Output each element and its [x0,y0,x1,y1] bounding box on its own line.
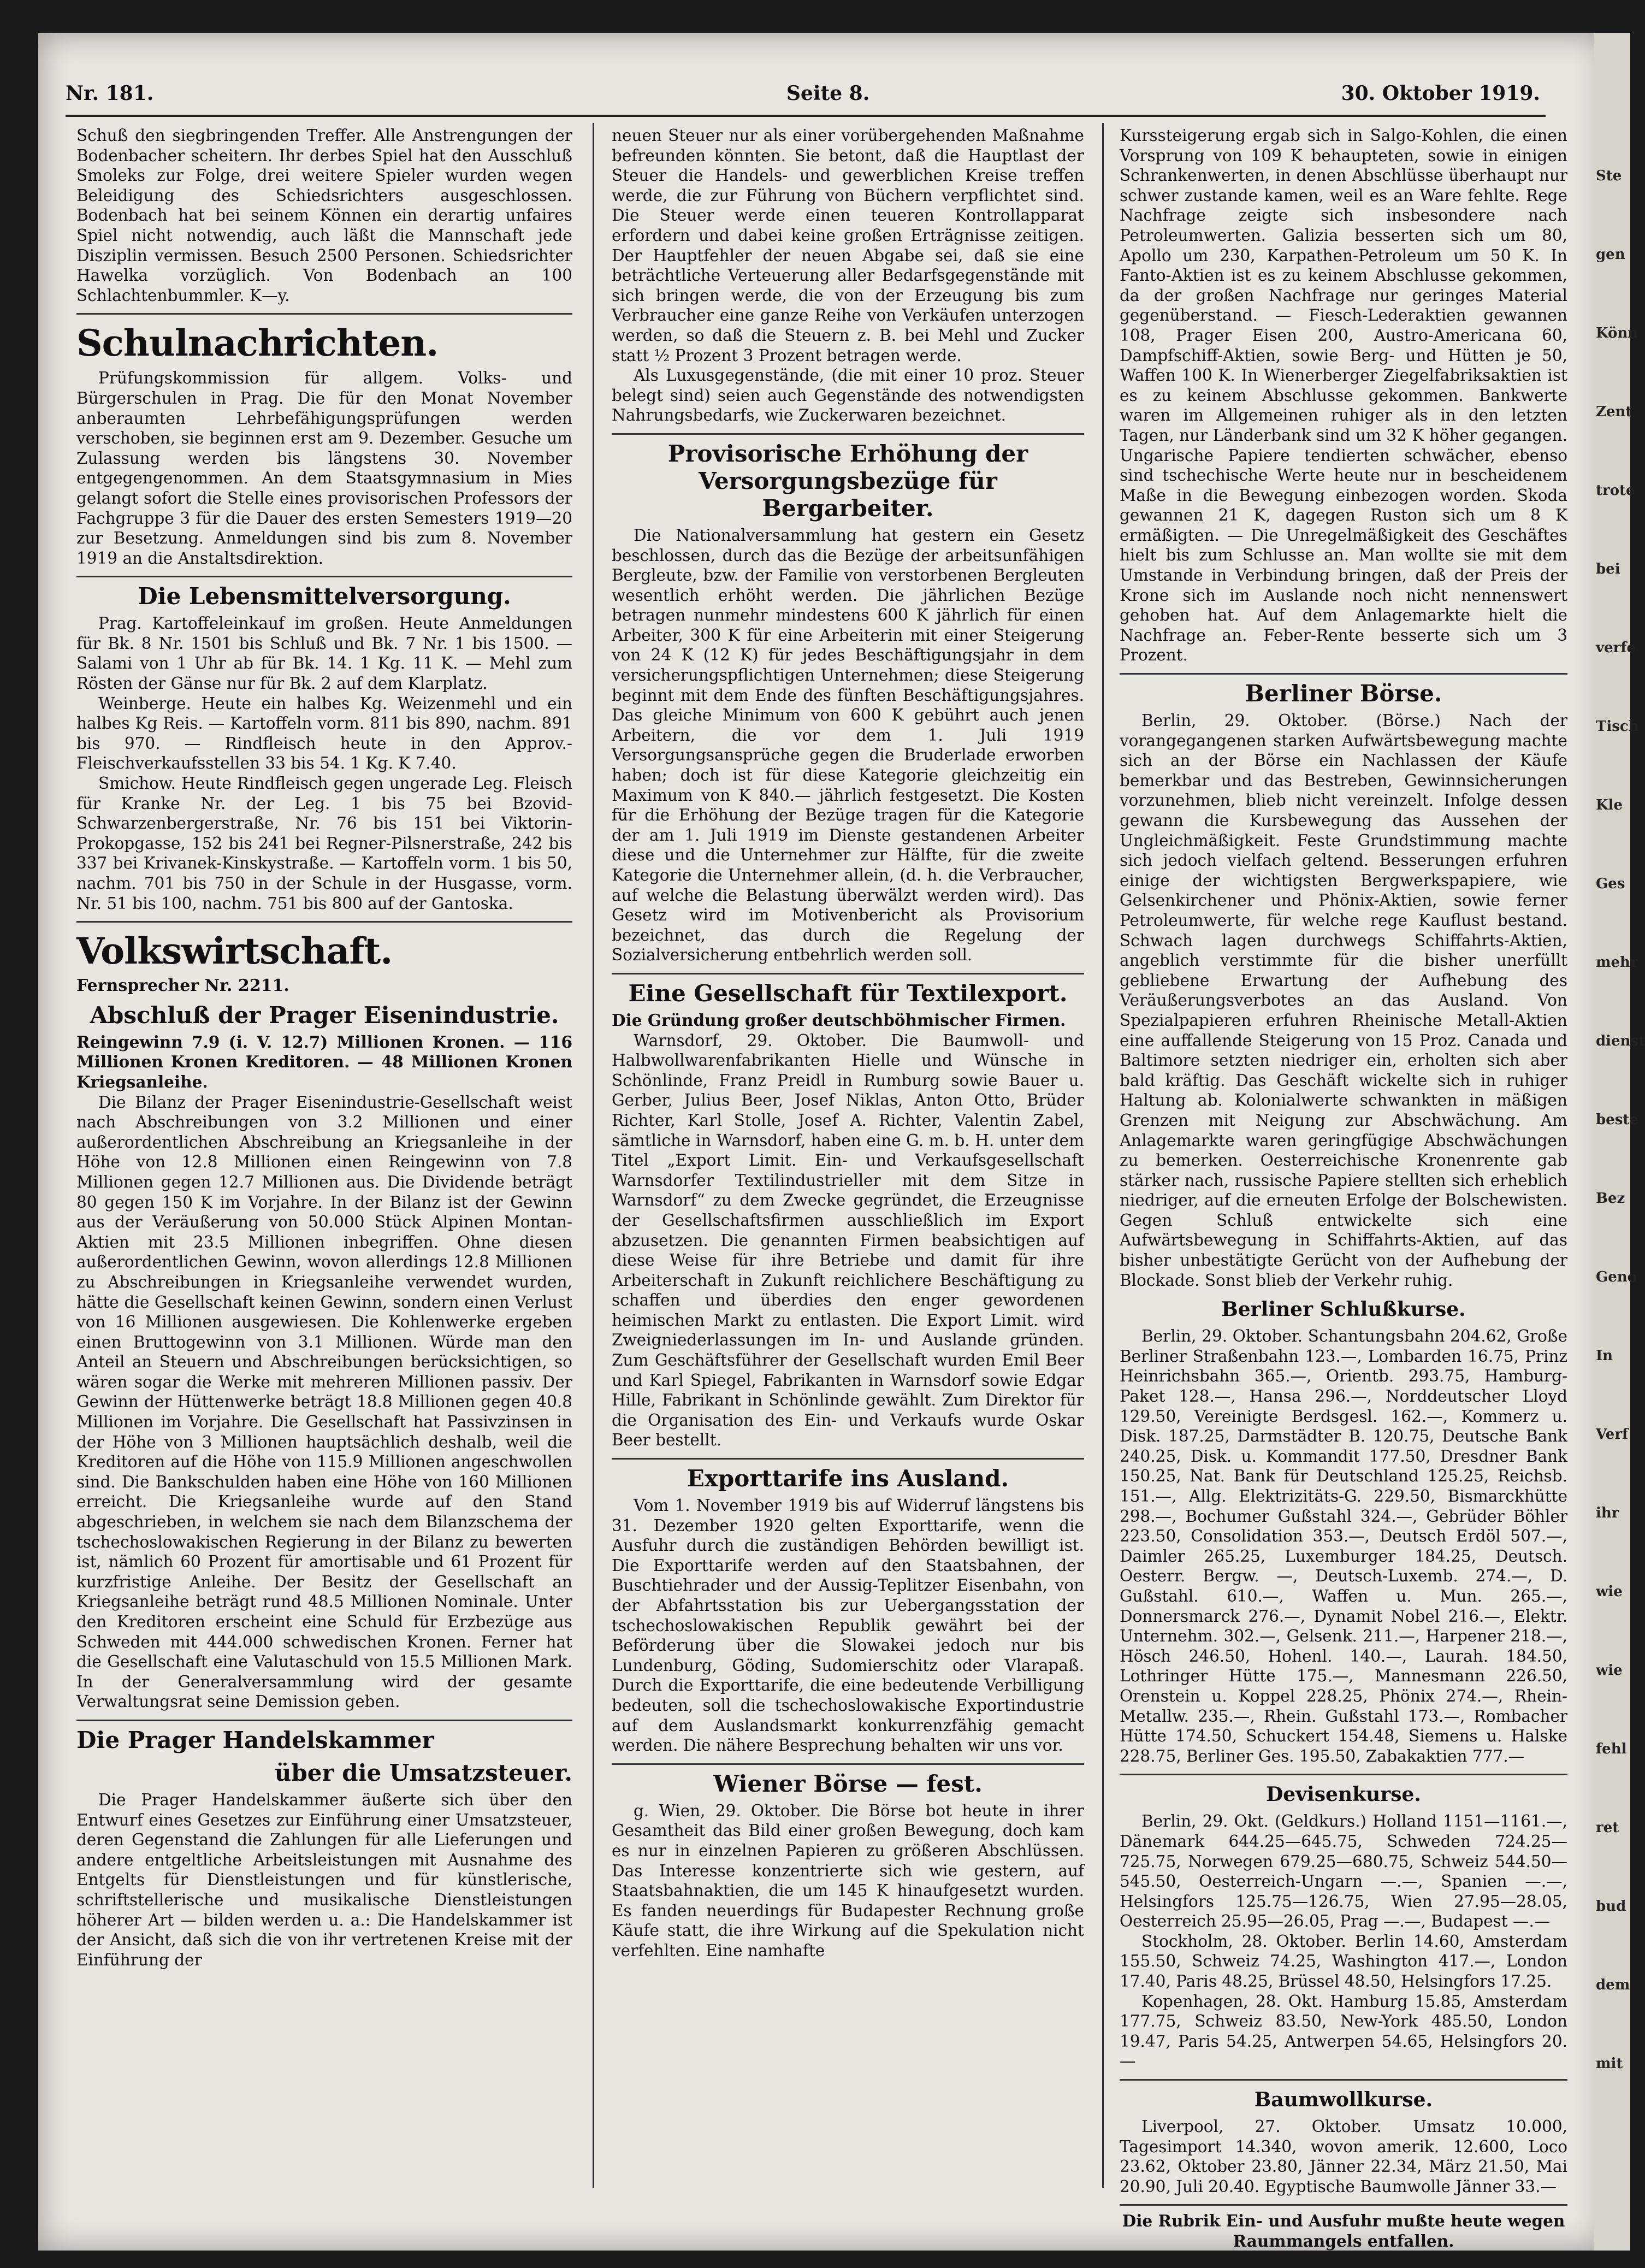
page-header [66,82,1540,115]
sport-article-end: Schuß den siegbringenden Treffer. Alle Anstrengungen der Bodenbacher scheitern. Ihr derbes Spiel hat den Ausschluß Smoleks zur Folge, drei weitere Spieler wurden wegen Beleidigung des Schiedsrichters ausgeschlossen. Bodenbach hat bei seinem Können ein derartig unfaires Spiel nicht notwendig, auch läßt die Mannschaft jede Disziplin vermissen. Besuch 2500 Personen. Schiedsrichter Hawelka vorzüglich. Von Bodenbach an 100 Schlachtenbummler. K—y. [76,126,572,305]
article-title-bergarbeiter: Provisorische Erhöhung der Versorgungsbezüge für Bergarbeiter. [667,440,1028,522]
column-2 [612,126,1084,2180]
strip-fragment: wie [1596,1662,1623,1679]
article-subtitle-textilexport: Die Gründung großer deutschböhmischer Firmen. [612,1010,1066,1030]
separator [1120,673,1567,675]
separator [1120,2204,1567,2206]
wiener-boerse-continuation: Kurssteigerung ergab sich in Salgo-Kohlen, die einen Vorsprung von 109 K behaupteten, sowie in einigen Schrankenwerten, in denen Abschlüsse überhaupt nur schwer zustande kamen, weil es an Ware fehlte. Rege Nachfrage zeigte sich insbesondere nach Petroleumwerten. Galizia besserten sich um 80, Apollo um 230, Karpathen-Petroleum um 50 K. In Fanto-Aktien ist es zu keinem Abschlusse gekommen, da der großen Nachfrage nur geringes Material gegenüberstand. — Fiesch-Lederaktien gewannen 108, Prager Eisen 200, Austro-Americana 60, Dampfschiff-Aktien, sowie Berg- und Hütten je 50, Waffen 100 K. In Wienerberger Ziegelfabriksaktien ist es zu keinem Abschlusse gekommen. Bankwerte waren im Allgemeinen ruhiger als in den letzten Tagen, nur Länderbank sind um 32 K höher gegangen. Ungarische Papiere tendierten schwächer, ebenso sind tschechische Werte heute nur in bescheidenem Maße in die Bewegung einbezogen worden. Skoda gewannen 21 K, dagegen Ruston sich um 8 K ermäßigten. — Die Unregelmäßigkeit des Geschäftes hielt bis zum Schlusse an. Man wollte sie mit dem Umstande in Verbindung bringen, daß der Preis der Krone sich im Auslande noch nicht nennenswert gehoben hat. Auf dem Anlagemarkte hielt die Nachfrage an. Feber-Rente besserte sich um 3 Prozent. [1120,126,1567,665]
section-title-lebensmittel: Die Lebensmittelversorgung. [138,583,511,610]
issue-date: 30. Oktober 1919. [1341,82,1540,105]
notice-ein-ausfuhr: Die Rubrik Ein- und Ausfuhr mußte heute wegen Raummangels entfallen. [1122,2211,1565,2251]
steuer-continuation: neuen Steuer nur als einer vorübergehenden Maßnahme befreunden könnten. Sie betont, daß die Hauptlast der Steuer die Handels- und gewerblichen Kreise treffen werde, die zur Führung von Büchern verpflichtet sind. Die Steuer werde einen teueren Kontrollapparat erfordern und dabei keine großen Erträgnisse zeitigen. Der Hauptfehler der neuen Abgabe sei, daß sie eine beträchtliche Verteuerung aller Bedarfsgegenstände mit sich bringen werde, die von der Erzeugung bis zum Verbraucher eine ganze Reihe von Verkäufen unterzogen werden, so daß die Steuern z. B. bei Mehl und Zucker statt ½ Prozent 3 Prozent betragen werde. [612,126,1084,365]
leben-text-smichow: Smichow. Heute Rindfleisch gegen ungerade Leg. Fleisch für Kranke Nr. der Leg. 1 bis 75 bei Bzovid-Schwarzenbergerstraße, Nr. 76 bis 151 bei Viktorin-Prokopgasse, 152 bis 241 bei Regner-Pilsnerstraße, 242 bis 337 bei Krivanek-Kinskystraße. — Kartoffeln vorm. 1 bis 50, nachm. 701 bis 750 in der Schule in der Husgasse, vorm. Nr. 51 bis 100, nachm. 751 bis 800 auf der Gantoska. [76,774,572,913]
strip-fragment: fehl [1596,1741,1627,1757]
article-text-handelskammer: Die Prager Handelskammer äußerte sich über den Entwurf eines Gesetzes zur Einführung einer Umsatzsteuer, deren Gegenstand die Zahlungen für alle Lieferungen und andere entgeltliche Arbeitsleistungen mit Ausnahme des Entgelts für Dienstleistungen und für künstlerische, schriftstellerische und musikalische Dienstleistungen höherer Art — bilden werden u. a.: Die Handelskammer ist der Ansicht, daß sich die von ihr vertretenen Kreise mit der Einführung der [76,1790,572,1969]
strip-fragment: Tisch [1596,718,1639,735]
strip-fragment: ret [1596,1820,1619,1836]
strip-fragment: Geno [1596,1269,1637,1285]
article-title-handelskammer-1: Die Prager Handelskammer [76,1726,434,1753]
schul-text: Prüfungskommission für allgem. Volks- und Bürgerschulen in Prag. Die für den Monat November anberaumten Lehrbefähigungsprüfungen werden verschoben, sie beginnen erst am 9. Dezember. Gesuche um Zulassung werden bis längstens 30. November entgegengenommen. An dem Staatsgymnasium in Mies gelangt sofort die Stelle eines provisorischen Professors der Fachgruppe 3 für die Dauer des ersten Semesters 1919—20 zur Besetzung. Anmeldungen sind bis zum 8. November 1919 an die Anstaltsdirektion. [76,369,572,568]
strip-fragment: Verf [1596,1426,1629,1443]
article-subtitle-eisenindustrie: Reingewinn 7.9 (i. V. 12.7) Millionen Kronen. — 116 Millionen Kronen Kreditoren. — 48 Millionen Kronen Kriegsanleihe. [76,1032,572,1091]
section-title-volkswirtschaft: Volkswirtschaft. [76,930,393,973]
issue-number: Nr. 181. [66,82,154,105]
devisen-kopenhagen: Kopenhagen, 28. Okt. Hamburg 15.85, Amsterdam 177.75, Schweiz 83.50, New-York 485.50, London 19.47, Paris 54.25, Antwerpen 54.65, Helsingfors 20.— [1120,1992,1567,2071]
article-title-berliner-boerse: Berliner Börse. [1245,680,1442,707]
strip-fragment: ihr [1596,1505,1619,1521]
strip-fragment: mit [1596,2056,1623,2072]
article-title-schlusskurse: Berliner Schlußkurse. [1221,1298,1466,1321]
phone-line: Fernsprecher Nr. 2211. [76,976,289,996]
strip-fragment: bud [1596,1898,1626,1915]
strip-fragment: Zent [1596,404,1632,420]
separator [76,313,572,315]
strip-fragment: Ges [1596,876,1625,892]
article-title-baumwollkurse: Baumwollkurse. [1254,2088,1433,2112]
header-rule [66,115,1546,117]
strip-fragment: wie [1596,1584,1623,1600]
article-title-handelskammer-2: über die Umsatzsteuer. [274,1759,572,1786]
strip-fragment: In [1596,1348,1613,1364]
separator [612,973,1084,974]
article-title-textilexport: Eine Gesellschaft für Textilexport. [628,979,1068,1007]
column-rule-2 [1102,123,1104,2188]
separator [612,1458,1084,1460]
article-title-wiener-boerse: Wiener Börse — fest. [713,1770,983,1797]
strip-fragment: trote [1596,482,1635,499]
strip-fragment: bei [1596,561,1620,577]
separator [76,1720,572,1721]
leben-text-weinberge: Weinberge. Heute ein halbes Kg. Weizenmehl und ein halbes Kg Reis. — Kartoffeln vorm. 811 bis 890, nachm. 891 bis 970. — Rindfleisch heute in den Approv.-Fleischverkaufsstellen 33 bis 54. 1 Kg. K 7.40. [76,694,572,773]
devisen-berlin: Berlin, 29. Okt. (Geldkurs.) Holland 1151—1161.—, Dänemark 644.25—645.75, Schweden 724.25—725.75, Norwegen 679.25—680.75, Schweiz 544.50—545.50, Oesterreich-Ungarn —.—, Spanien —.—, Helsingfors 125.75—126.75, Wien 27.95—28.05, Oesterreich 25.95—26.05, Prag —.—, Budapest —.— [1120,1812,1567,1931]
article-title-eisenindustrie: Abschluß der Prager Eisenindustrie. [90,1001,559,1029]
strip-fragment: Bez [1596,1190,1625,1207]
separator [1120,2079,1567,2081]
steuer-luxus: Als Luxusgegenstände, (die mit einer 10 proz. Steuer belegt sind) seien auch Gegenstände des notwendigsten Nahrungsbedarfs, wie Zuckerwaren bezeichnet. [612,366,1084,425]
adjacent-page-strip [1594,33,1645,2251]
strip-fragment: Könn [1596,325,1638,341]
devisen-stockholm: Stockholm, 28. Oktober. Berlin 14.60, Amsterdam 155.50, Schweiz 74.25, Washington 417.—, London 17.40, Paris 48.25, Brüssel 48.50, Helsingfors 17.25. [1120,1932,1567,1991]
article-text-wiener-boerse: g. Wien, 29. Oktober. Die Börse bot heute in ihrer Gesamtheit das Bild einer großen Bewegung, doch kam es nur in einzelnen Papieren zu größeren Abschlüssen. Das Interesse konzentrierte sich wie gestern, auf Staatsbahnaktien, die um 145 K hinaufgesetzt wurden. Es fanden neuerdings für Budapester Rechnung große Käufe statt, die ihre Wirkung auf die Spekulation nicht verfehlten. Eine namhafte [612,1801,1084,1960]
strip-fragment: mehr [1596,954,1638,971]
page-number: Seite 8. [786,82,870,105]
article-text-baumwollkurse: Liverpool, 27. Oktober. Umsatz 10.000, Tagesimport 14.340, wovon amerik. 12.600, Loco 23.62, Oktober 23.80, Jänner 22.34, März 21.50, Mai 20.90, Juli 20.40. Egyptische Baumwolle Jänner 33.— [1120,2117,1567,2196]
separator [76,576,572,577]
article-text-schlusskurse: Berlin, 29. Oktober. Schantungsbahn 204.62, Große Berliner Straßenbahn 123.—, Lombarden 16.75, Prinz Heinrichsbahn 365.—, Orientb. 293.75, Hamburg-Paket 128.—, Hansa 296.—, Norddeutscher Lloyd 129.50, Vereinigte Berdsgesl. 162.—, Kommerz u. Disk. 187.25, Darmstädter B. 120.75, Deutsche Bank 240.25, Disk. u. Kommandit 177.50, Dresdner Bank 150.25, Nat. Bank für Deutschland 125.25, Reichsb. 151.—, Allg. Elektrizitäts-G. 229.50, Bismarckhütte 298.—, Bochumer Gußstahl 324.—, Gebrüder Böhler 223.50, Consolidation 353.—, Deutsch Erdöl 507.—, Daimler 265.25, Luxemburger 184.25, Deutsch. Oesterr. Bergw. —, Deutsch-Luxemb. 274.—, D. Gußstahl. 610.—, Waffen u. Mun. 265.—, Donnersmarck 276.—, Dynamit Nobel 216.—, Elektr. Unternehm. 302.—, Gelsenk. 211.—, Harpener 218.—, Hösch 246.50, Hohenl. 140.—, Laurah. 184.50, Lothringer Hütte 175.—, Mannesmann 226.50, Orenstein u. Koppel 228.25, Phönix 274.—, Rhein-Metallw. 235.—, Rhein. Gußstahl 173.—, Rombacher Hütte 174.50, Schuckert 154.48, Siemens u. Halske 228.75, Berliner Ges. 195.50, Zabakaktien 777.— [1120,1327,1567,1765]
column-rule-1 [593,123,594,2188]
strip-fragment: beste [1596,1112,1638,1128]
article-text-berliner-boerse: Berlin, 29. Oktober. (Börse.) Nach der vorangegangenen starken Aufwärtsbewegung machte sich an der Börse ein Nachlassen der Käufe bemerkbar und das Bestreben, Gewinnsicherungen vorzunehmen, blieb nicht vereinzelt. Infolge dessen gewann die Kursbewegung das Aussehen der Ungleichmäßigkeit. Feste Grundstimmung machte sich jedoch vielfach geltend. Besserungen erfuhren einige der wichtigsten Bergwerkspapiere, wie Gelsenkirchener und Phönix-Aktien, sowie ferner Petroleumwerte, für welche rege Kauflust bestand. Schwach lagen durchwegs Schiffahrts-Aktien, angeblich verstimmte für die bisher unerfüllt gebliebene Erwartung der Aufhebung des Veräußerungsverbotes an das Ausland. Von Spezialpapieren erfuhren Rheinische Metall-Aktien eine auffallende Steigerung von 15 Proz. Canada und Baltimore setzten niedriger ein, erholten sich aber bald kräftig. Das Geschäft wickelte sich in ruhiger Haltung ab. Kolonialwerte schwankten in mäßigen Grenzen mit Neigung zur Abschwächung. Am Anlagemarkte waren geringfügige Abschwächungen zu bemerken. Oesterreichische Kronenrente gab stärker nach, russische Papiere stellten sich erheblich niedriger, auf die erneuten Erfolge der Bolschewisten. Gegen Schluß entwickelte sich eine Aufwärtsbewegung in Schiffahrts-Aktien, auf das bisher unbestätigte Gerücht von der Aufhebung der Blockade. Sonst blieb der Verkehr ruhig. [1120,711,1567,1290]
leben-text-prag: Prag. Kartoffeleinkauf im großen. Heute Anmeldungen für Bk. 8 Nr. 1501 bis Schluß und Bk. 7 Nr. 1 bis 1500. — Salami von 1 Uhr ab für Bk. 14. 1 Kg. 11 K. — Mehl zum Rösten der Gänse nur für Bk. 2 auf dem Klarplatz. [76,614,572,693]
strip-fragment: dem [1596,1977,1630,1993]
strip-fragment: Ste [1596,168,1622,184]
column-1 [76,126,572,2180]
article-text-bergarbeiter: Die Nationalversammlung hat gestern ein Gesetz beschlossen, durch das die Bezüge der arbeitsunfähigen Bergleute, bzw. der Familie von verstorbenen Bergleuten wesentlich erhöht werden. Die jährlichen Bezüge betragen nunmehr mindestens 600 K jährlich für einen Arbeiter, 300 K für eine Arbeiterin mit einer Steigerung von 24 K (12 K) für jedes Beschäftigungsjahr in dem versicherungspflichtigen Unternehmen; diese Steigerung beginnt mit dem Ende des fünften Beschäftigungsjahres. Das gleiche Minimum von 600 K gebührt auch jenen Arbeitern, die vor dem 1. Juli 1919 Versorgungsansprüche gegen die Bruderlade erworben haben; doch ist für diese Kategorie gleichzeitig ein Maximum von K 840.— jährlich festgesetzt. Die Kosten für die Erhöhung der Bezüge tragen für die Kategorie der am 1. Juli 1919 im Dienste gestandenen Arbeiter diese und die Unternehmer zur Hälfte, für die zweite Kategorie die Unternehmer allein, (d. h. die Verbraucher, auf welche die Belastung überwälzt werden wird). Das Gesetz wird im Motivenbericht als Provisorium bezeichnet, das durch die Regelung der Sozialversicherung entbehrlich werden soll. [612,525,1084,965]
column-3 [1120,126,1567,2251]
strip-fragment: gen [1596,246,1625,263]
article-text-eisenindustrie: Die Bilanz der Prager Eisenindustrie-Gesellschaft weist nach Abschreibungen von 3.2 Millionen und einer außerordentlichen Abschreibung an Kriegsanleihe in der Höhe von 12.8 Millionen einen Reingewinn von 7.8 Millionen gegen 12.7 Millionen aus. Die Dividende beträgt 80 gegen 150 K im Vorjahre. In der Bilanz ist der Gewinn aus der Veräußerung von 50.000 Stück Alpinen Montan-Aktien mit 23.5 Millionen inbegriffen. Ohne diesen außerordentlichen Gewinn, wovon allerdings 12.8 Millionen zu Abschreibungen in Kriegsanleihe verwendet wurden, hätte die Gesellschaft keinen Gewinn, sondern einen Verlust von 16 Millionen ausgewiesen. Die Kohlenwerke ergeben einen Bruttogewinn von 3.1 Millionen. Würde man den Anteil an Steuern und Abschreibungen berücksichtigen, so wären sogar die Werke mit mehreren Millionen passiv. Der Gewinn der Hüttenwerke beträgt 18.8 Millionen gegen 40.8 Millionen im Vorjahre. Die Gesellschaft hat Passivzinsen in der Höhe von 3 Millionen hauptsächlich deshalb, weil die Kreditoren auf die Höhe von 115.9 Millionen angeschwollen sind. Die Bankschulden haben eine Höhe von 160 Millionen erreicht. Die Kriegsanleihe wurde auf den Stand abgeschrieben, in welchem sie nach dem Bilanzschema der tschechoslowakischen Regierung in der Bilanz zu bewerten ist, nämlich 60 Prozent für amortisable und 61 Prozent für kurzfristige Anleihe. Der Besitz der Gesellschaft an Kriegsanleihe beträgt rund 48.5 Millionen Nominale. Unter den Kreditoren erscheint eine Schuld für Erzbezüge aus Schweden mit 444.000 schwedischen Kronen. Ferner hat die Gesellschaft eine Valutaschuld von 15.5 Millionen Mark. In der Generalversammlung wird der gesamte Verwaltungsrat seine Demission geben. [76,1092,572,1711]
strip-fragment: verfe [1596,640,1636,656]
article-title-devisenkurse: Devisenkurse. [1266,1783,1421,1806]
strip-fragment: dienst [1596,1033,1645,1049]
article-text-exporttarife: Vom 1. November 1919 bis auf Widerruf längstens bis 31. Dezember 1920 gelten Exporttarife, wenn die Ausfuhr durch die zuständigen Behörden bewilligt ist. Die Exporttarife werden auf den Staatsbahnen, der Buschtiehrader und der Aussig-Teplitzer Eisenbahn, von der Abfahrtsstation bis zur Uebergangsstation der tschechoslowakischen Republik gewährt bei der Beförderung über die Slowakei jedoch nur bis Lundenburg, Göding, Sudomierschitz oder Vlarapaß. Durch die Exporttarife, die eine bedeutende Verbilligung bedeuten, soll die tschechoslowakische Exportindustrie auf dem Auslandsmarkt konkurrenzfähig gemacht werden. Die nähere Besprechung behalten wir uns vor. [612,1496,1084,1755]
separator [1120,1774,1567,1775]
article-text-textilexport: Warnsdorf, 29. Oktober. Die Baumwoll- und Halbwollwarenfabrikanten Hielle und Wünsche in Schönlinde, Franz Preidl in Rumburg sowie Bauer u. Gerber, Julius Beer, Josef Niklas, Anton Otto, Brüder Richter, Karl Stolle, Josef A. Richter, Valentin Zabel, sämtliche in Warnsdorf, haben eine G. m. b. H. unter dem Titel „Export Limit. Ein- und Verkaufsgesellschaft Warnsdorfer Textilindustrieller mit dem Sitze in Warnsdorf“ zu dem Zwecke gegründet, die Erzeugnisse der Gesellschaftsfirmen ausschließlich im Export abzusetzen. Die genannten Firmen beabsichtigen auf diese Weise für ihre Betriebe und damit für ihre Arbeiterschaft in Zukunft reichlichere Beschäftigung zu schaffen und überdies den enger gewordenen heimischen Markt zu entlasten. Die Export Limit. wird Zweigniederlassungen im In- und Auslande gründen. Zum Geschäftsführer der Gesellschaft wurden Emil Beer und Karl Spiegel, Fabrikanten in Warnsdorf sowie Edgar Hille, Fabrikant in Schönlinde gewählt. Zum Direktor für die Organisation des Ein- und Verkaufs wurde Oskar Beer bestellt. [612,1031,1084,1450]
section-title-schulnachrichten: Schulnachrichten. [76,322,439,365]
article-title-exporttarife: Exporttarife ins Ausland. [687,1465,1009,1492]
strip-fragment: Kle [1596,797,1623,813]
separator [612,1763,1084,1765]
separator [76,921,572,923]
separator [612,433,1084,435]
